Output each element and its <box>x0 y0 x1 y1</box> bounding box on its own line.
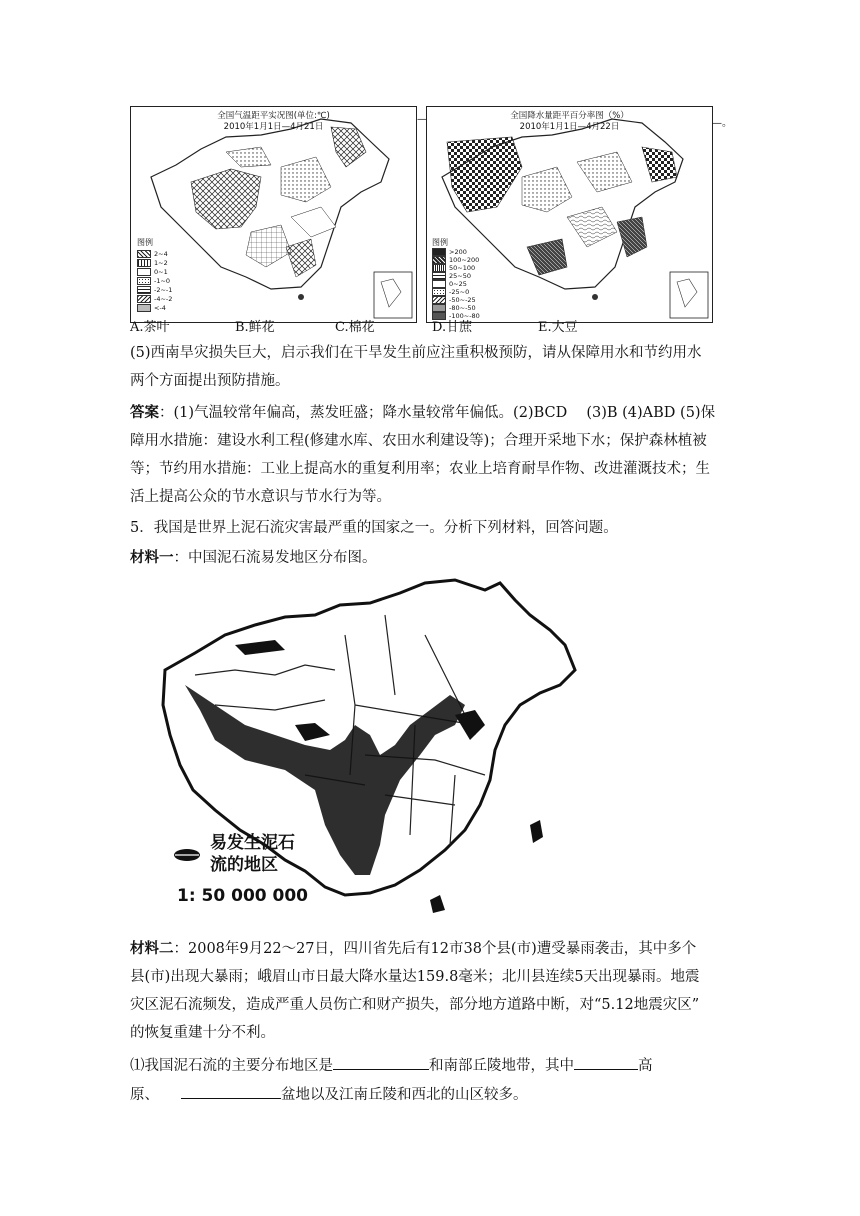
right-legend-item: 100~200 <box>432 256 479 264</box>
question-1-line-2: 原、 盆地以及江南丘陵和西北的山区较多。 <box>130 1082 528 1107</box>
debris-legend-line-1: 易发生泥石 <box>210 833 295 853</box>
left-legend-item: 2~4 <box>137 250 168 258</box>
side-blank-mark: — <box>417 114 427 125</box>
material-2-line-1: 材料二：2008年9月22～27日，四川省先后有12市38个县(市)遭受暴雨袭击，其中多个 <box>130 940 697 957</box>
material-2-line-3: 灾区泥石流频发，造成严重人员伤亡和财产损失，部分地方道路中断，对“5.12地震灾区” <box>130 997 700 1013</box>
question-5-line-1: (5)西南旱灾损失巨大，启示我们在干旱发生前应注重积极预防，请从保障用水和节约用水 <box>130 345 702 361</box>
right-map-title: 全国降水量距平百分率图（%） <box>510 111 629 121</box>
answer-line-1: 答案：(1)气温较常年偏高，蒸发旺盛；降水量较常年偏低。(2)BCD (3)B (4)ABD (5)保 <box>130 404 716 421</box>
right-map-subtitle: 2010年1月1日—4月22日 <box>519 122 620 132</box>
left-legend-title: 图例 <box>137 238 153 247</box>
right-legend-title: 图例 <box>432 238 448 247</box>
answer-line-3: 等；节约用水措施：工业上提高水的重复利用率；农业上培育耐旱作物、改进灌溉技术；生 <box>130 461 710 477</box>
answer-blank-2[interactable] <box>574 1053 638 1070</box>
answer-blank-3[interactable] <box>181 1082 281 1099</box>
option-c: C.棉花 <box>335 320 375 335</box>
debris-legend <box>210 832 295 876</box>
question-1-line-1: ⑴我国泥石流的主要分布地区是 和南部丘陵地带，其中 高 <box>130 1053 653 1078</box>
question-5-stem: 5．我国是世界上泥石流灾害最严重的国家之一。分析下列材料，回答问题。 <box>130 520 618 536</box>
temperature-anomaly-map <box>130 106 417 323</box>
left-legend-item: <-4 <box>137 304 166 312</box>
left-legend-item: -4~-2 <box>137 295 172 303</box>
precipitation-anomaly-map <box>426 106 713 323</box>
right-legend-item: 0~25 <box>432 280 467 288</box>
material-1-label: 材料一 <box>130 549 174 566</box>
precipitation-map-graphic <box>427 107 712 322</box>
material-1-line: 材料一：中国泥石流易发地区分布图。 <box>130 549 377 566</box>
right-legend-item: 50~100 <box>432 264 475 272</box>
option-e: E.大豆 <box>538 320 578 335</box>
temperature-map-graphic <box>131 107 416 322</box>
left-legend-item: -1~0 <box>137 277 170 285</box>
left-legend-item: 0~1 <box>137 268 168 276</box>
left-legend-item: 1~2 <box>137 259 168 267</box>
answer-line-4: 活上提高公众的节水意识与节水行为等。 <box>130 489 391 505</box>
option-a: A.茶叶 <box>130 320 170 335</box>
debris-flow-distribution-map <box>155 575 605 925</box>
answer-label: 答案 <box>130 404 159 421</box>
material-2-line-4: 的恢复重建十分不利。 <box>130 1025 275 1041</box>
right-legend-item: -100~-80 <box>432 312 480 320</box>
answer-line-2: 障用水措施：建设水利工程(修建水库、农田水利建设等)；合理开采地下水；保护森林植被 <box>130 433 707 449</box>
material-2-label: 材料二 <box>130 940 174 957</box>
right-legend-item: >200 <box>432 248 467 256</box>
map-scale: 1: 50 000 000 <box>177 886 309 906</box>
question-5-line-2: 两个方面提出预防措施。 <box>130 373 290 389</box>
right-legend-item: -25~0 <box>432 288 469 296</box>
left-map-subtitle: 2010年1月1日—4月21日 <box>223 122 324 132</box>
option-d: D.甘蔗 <box>432 320 473 335</box>
answer-blank-1[interactable] <box>333 1053 429 1070</box>
left-map-title: 全国气温距平实况图(单位:℃) <box>217 111 330 121</box>
left-legend-item: -2~-1 <box>137 286 172 294</box>
right-legend-item: 25~50 <box>432 272 471 280</box>
answer-options <box>130 316 710 334</box>
material-2-line-2: 县(市)出现大暴雨；峨眉山市日最大降水量达159.8毫米；北川县连续5天出现暴雨。地震 <box>130 969 700 985</box>
option-b: B.鲜花 <box>235 320 275 335</box>
side-blank-mark: —。 <box>712 118 732 129</box>
debris-legend-line-2: 流的地区 <box>210 855 278 875</box>
right-legend-item: -80~-50 <box>432 304 476 312</box>
right-legend-item: -50~-25 <box>432 296 476 304</box>
